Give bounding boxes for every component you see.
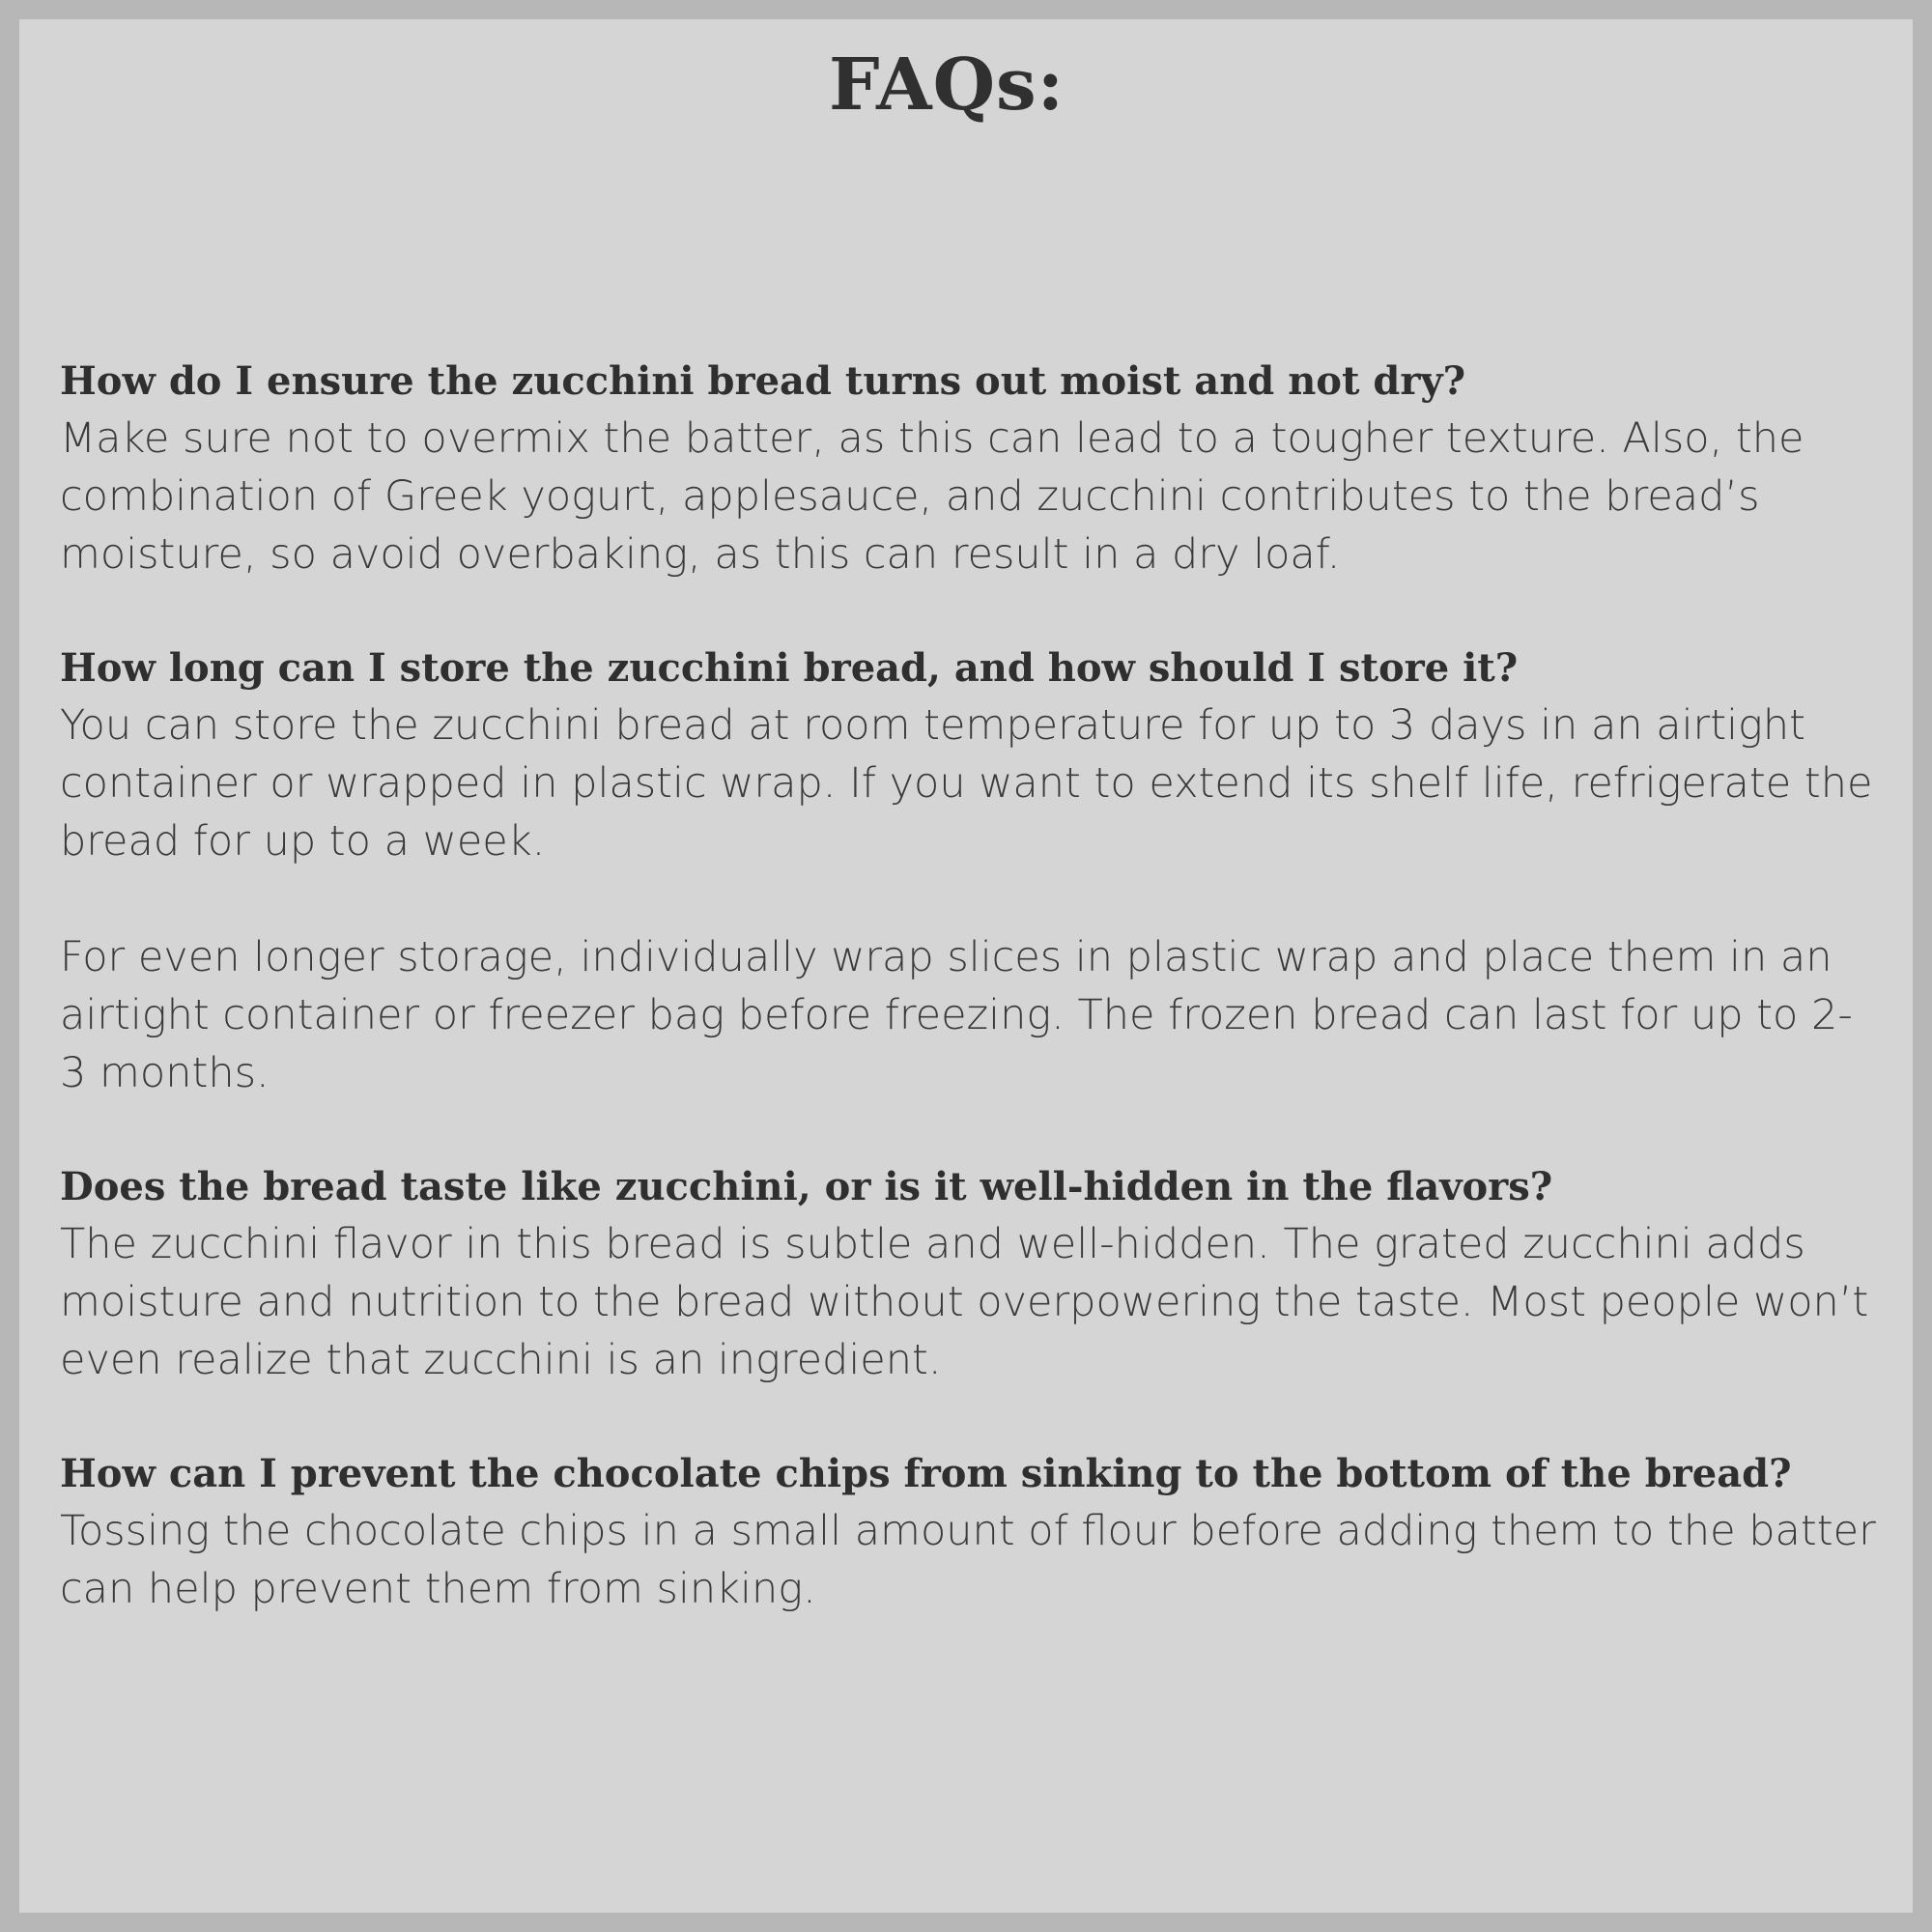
faq-answer: Make sure not to overmix the batter, as this can lead to a tougher texture. Also, the combination of Greek yogurt, applesauce, and zucchini contributes to the bread’s moisture, so avoid overbaking, as this can result in a dry loaf. (60, 414, 1804, 579)
faq-answer: The zucchini flavor in this bread is subtle and well-hidden. The grated zucchini adds moisture and nutrition to the bread without overpowering the taste. Most people won’t even realize that zucchini is an ingredient. (60, 1220, 1869, 1384)
faq-answer: You can store the zucchini bread at room temperature for up to 3 days in an airtight container or wrapped in plastic wrap. If you want to extend its shelf life, refrigerate the bread for up to a week. (60, 701, 1873, 866)
faq-card (19, 19, 1913, 1913)
faq-list (60, 353, 1876, 1674)
faq-item (60, 353, 1876, 583)
faq-question: How can I prevent the chocolate chips from sinking to the bottom of the bread? (60, 1451, 1792, 1496)
faq-answer: For even longer storage, individually wrap slices in plastic wrap and place them in an airtight container or freezer bag before freezing. The frozen bread can last for up to 2-3 months. (60, 933, 1853, 1097)
faq-question: How do I ensure the zucchini bread turns out moist and not dry? (60, 358, 1466, 404)
page-title: FAQs: (828, 43, 1065, 127)
faq-item (60, 1158, 1876, 1389)
faq-question: Does the bread taste like zucchini, or is it well-hidden in the flavors? (60, 1164, 1553, 1209)
faq-question: How long can I store the zucchini bread, and how should I store it? (60, 645, 1519, 691)
faq-answer: Tossing the chocolate chips in a small amount of flour before adding them to the batter can help prevent them from sinking. (60, 1507, 1876, 1613)
faq-item (60, 639, 1876, 1102)
faq-item (60, 1445, 1876, 1618)
